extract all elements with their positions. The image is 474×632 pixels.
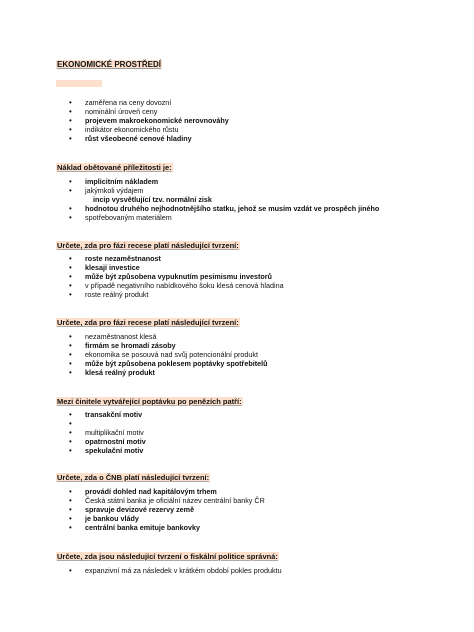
question-heading-wrap	[56, 391, 436, 409]
answer-list-wrap	[56, 177, 436, 222]
document-title: EKONOMICKÉ PROSTŘEDÍ	[57, 60, 162, 69]
answer-item: • indikátor ekonomického růstu	[56, 125, 436, 134]
answer-item: • implicitním nákladem	[56, 177, 436, 186]
answer-list	[56, 487, 436, 532]
answer-item: • ekonomika se posouvá nad svůj potencionální produkt	[56, 350, 436, 359]
answer-item: • klesá reálný produkt	[56, 368, 436, 377]
answer-item: • roste reálný produkt	[56, 290, 436, 299]
question-heading: Určete, zda o ČNB platí následující tvrzení:	[57, 473, 210, 482]
answer-item: • spekulační motiv	[56, 446, 436, 455]
answer-list-wrap	[56, 410, 436, 455]
answer-item: incip vysvětlující tzv. normální zisk	[93, 195, 212, 204]
answer-item: • je bankou vlády	[56, 514, 436, 523]
answer-list	[56, 98, 436, 143]
answer-item: • může být způsobena vypuknutím pesimismu investorů	[56, 272, 436, 281]
answer-list-wrap	[56, 98, 436, 143]
answer-item: • spotřebovaným materiálem	[56, 213, 436, 222]
answer-item: • roste nezaměstnanost	[56, 254, 436, 263]
answer-list	[56, 177, 436, 222]
question-heading: Určete, zda jsou následující tvrzení o fiskální politice správná:	[57, 552, 278, 561]
answer-item: • jakýmkoli výdajem	[56, 186, 436, 195]
answer-item: • růst všeobecné cenové hladiny	[56, 134, 436, 143]
question-heading-wrap	[56, 467, 436, 485]
answer-list	[56, 254, 436, 299]
question-heading-wrap	[56, 235, 436, 253]
question-heading: Určete, zda pro fázi recese platí následující tvrzení:	[57, 241, 239, 250]
answer-item: • hodnotou druhého nejhodnotnějšího statku, jehož se musím vzdát ve prospěch jiného	[56, 204, 436, 213]
answer-list-wrap	[56, 254, 436, 299]
question-heading: Mezi činitele vytvářející poptávku po penězích patří:	[57, 397, 242, 406]
answer-item: • může být způsobena poklesem poptávky spotřebitelů	[56, 359, 436, 368]
answer-item: • provádí dohled nad kapitálovým trhem	[56, 487, 436, 496]
question-heading: Náklad obětované příležitosti je:	[57, 163, 172, 172]
answer-item: • expanzivní má za následek v krátkém období pokles produktu	[56, 566, 436, 575]
answer-item: • projevem makroekonomické nerovnováhy	[56, 116, 436, 125]
answer-item: • opatrnostní motiv	[56, 437, 436, 446]
answer-item: • v případě negativního nabídkového šoku klesá cenová hladina	[56, 281, 436, 290]
answer-item: • klesají investice	[56, 263, 436, 272]
answer-item: • transakční motiv	[56, 410, 436, 419]
question-heading-wrap	[56, 157, 436, 175]
answer-list-wrap	[56, 487, 436, 532]
answer-item: • nezaměstnanost klesá	[56, 332, 436, 341]
answer-item: • nominální úroveň ceny	[56, 107, 436, 116]
answer-list	[56, 410, 436, 455]
answer-item: • centrální banka emituje bankovky	[56, 523, 436, 532]
answer-list-wrap	[56, 566, 436, 575]
answer-item: • firmám se hromadí zásoby	[56, 341, 436, 350]
question-heading: Určete, zda pro fázi recese platí následující tvrzení:	[57, 318, 239, 327]
answer-list	[56, 332, 436, 377]
answer-item: • Česká státní banka je oficiální název centrální banky ČR	[56, 496, 436, 505]
answer-list	[56, 566, 436, 575]
answer-item: • multiplikační motiv	[56, 428, 436, 437]
answer-item: • zaměřena na ceny dovozní	[56, 98, 436, 107]
question-heading-wrap	[56, 546, 436, 564]
answer-item	[56, 419, 436, 428]
answer-list-wrap	[56, 332, 436, 377]
question-heading-wrap	[56, 312, 436, 330]
empty-question-highlight	[56, 80, 102, 87]
answer-item: • spravuje devizové rezervy země	[56, 505, 436, 514]
